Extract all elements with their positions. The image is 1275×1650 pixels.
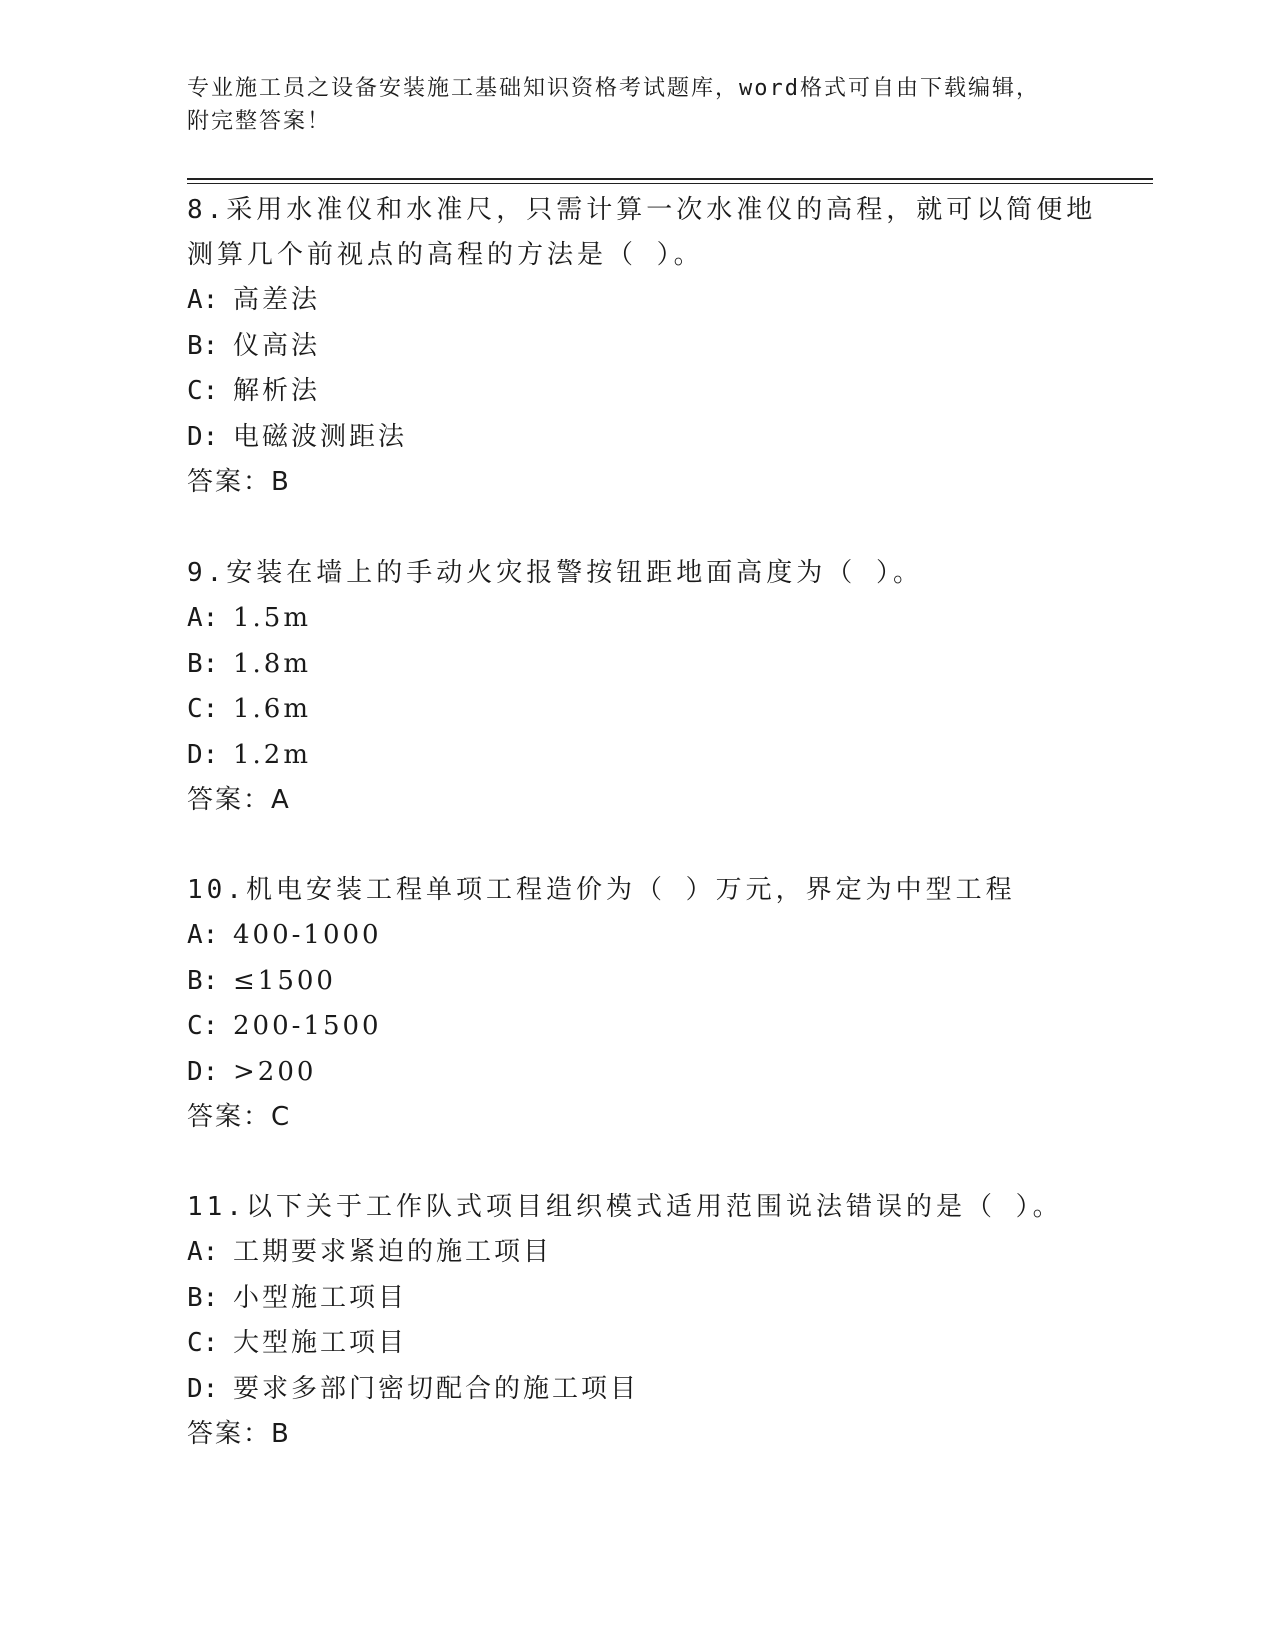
option-key: D: xyxy=(187,1056,219,1087)
option-text: 解析法 xyxy=(233,376,321,406)
option-key: D: xyxy=(187,421,219,452)
option-b xyxy=(187,1276,1087,1322)
option-key: B: xyxy=(187,330,219,361)
option-a xyxy=(187,278,1087,324)
option-text: 大型施工项目 xyxy=(233,1328,408,1358)
answer-line xyxy=(187,778,1087,823)
option-b xyxy=(187,324,1087,370)
header-line: 专业施工员之设备安装施工基础知识资格考试题库，word格式可自由下载编辑， xyxy=(187,76,1040,101)
option-b xyxy=(187,959,1087,1005)
header-line: 附完整答案！ xyxy=(187,109,332,134)
option-key: A: xyxy=(187,1237,219,1267)
option-key: D: xyxy=(187,1373,219,1404)
document-header xyxy=(187,72,1067,138)
option-key: A: xyxy=(187,285,219,315)
option-text: 1.8m xyxy=(233,648,312,679)
option-text: 电磁波测距法 xyxy=(233,421,408,452)
option-key: B: xyxy=(187,965,219,996)
question-stem-line: 8.采用水准仪和水准尺，只需计算一次水准仪的高程，就可以简便地 xyxy=(187,195,1097,225)
option-d xyxy=(187,733,1087,779)
answer-label: 答案： xyxy=(187,1419,272,1449)
question-stem-line: 测算几个前视点的高程的方法是（ ）。 xyxy=(187,240,704,270)
option-c xyxy=(187,1004,1087,1050)
option-text: 200-1500 xyxy=(233,1011,382,1041)
option-d xyxy=(187,1367,1087,1413)
option-c xyxy=(187,369,1087,415)
option-a xyxy=(187,1230,1087,1276)
option-text: 1.2m xyxy=(233,739,312,770)
question-stem-line: 11.以下关于工作队式项目组织模式适用范围说法错误的是（ ）。 xyxy=(187,1192,1063,1222)
option-text: 高差法 xyxy=(233,285,321,315)
answer-value: C xyxy=(271,1102,290,1132)
option-key: C: xyxy=(187,376,219,406)
answer-label: 答案： xyxy=(187,467,272,497)
option-text: >200 xyxy=(233,1056,317,1087)
option-text: 要求多部门密切配合的施工项目 xyxy=(233,1373,640,1404)
option-d xyxy=(187,1050,1087,1096)
question-stem xyxy=(187,1185,1087,1230)
option-text: 1.6m xyxy=(233,694,312,724)
answer-value: B xyxy=(271,1419,289,1449)
option-d xyxy=(187,415,1087,461)
option-text: 400-1000 xyxy=(233,920,382,950)
option-text: 工期要求紧迫的施工项目 xyxy=(233,1237,553,1267)
answer-label: 答案： xyxy=(187,1102,272,1132)
option-key: C: xyxy=(187,1328,219,1358)
option-text: 小型施工项目 xyxy=(233,1282,408,1313)
answer-line xyxy=(187,460,1087,505)
answer-label: 答案： xyxy=(187,785,272,815)
option-text: 仪高法 xyxy=(233,330,321,361)
option-key: C: xyxy=(187,1011,219,1041)
question-8 xyxy=(187,188,1097,505)
option-key: A: xyxy=(187,920,219,950)
header-divider-thin xyxy=(187,183,1153,184)
question-9 xyxy=(187,551,1087,823)
option-b xyxy=(187,642,1087,688)
option-key: B: xyxy=(187,648,219,679)
answer-value: A xyxy=(271,785,289,815)
option-text: ≤1500 xyxy=(233,965,336,996)
option-key: B: xyxy=(187,1282,219,1313)
question-stem-line: 9.安装在墙上的手动火灾报警按钮距地面高度为（ ）。 xyxy=(187,558,923,588)
answer-line xyxy=(187,1095,1087,1140)
question-11 xyxy=(187,1185,1087,1457)
question-stem-line: 10.机电安装工程单项工程造价为（ ）万元，界定为中型工程 xyxy=(187,875,1016,905)
answer-value: B xyxy=(271,467,289,497)
question-10 xyxy=(187,868,1087,1140)
option-a xyxy=(187,913,1087,959)
question-stem xyxy=(187,551,1087,596)
answer-line xyxy=(187,1412,1087,1457)
option-c xyxy=(187,1321,1087,1367)
option-key: D: xyxy=(187,739,219,770)
question-stem xyxy=(187,868,1087,913)
option-a xyxy=(187,596,1087,642)
option-text: 1.5m xyxy=(233,603,312,633)
header-divider xyxy=(187,178,1153,180)
option-c xyxy=(187,687,1087,733)
option-key: A: xyxy=(187,603,219,633)
question-stem xyxy=(187,188,1097,278)
option-key: C: xyxy=(187,694,219,724)
